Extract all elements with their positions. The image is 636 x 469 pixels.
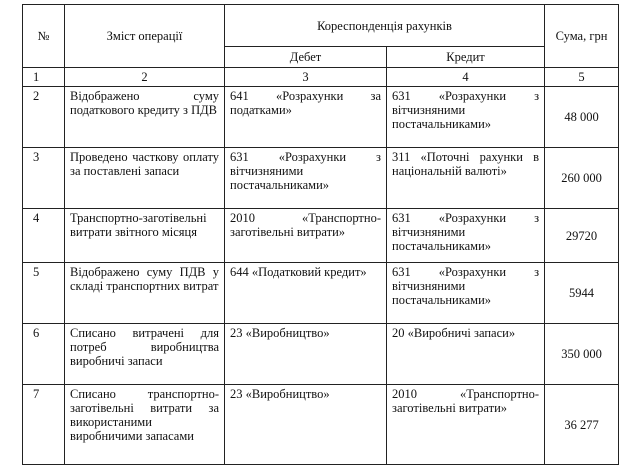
amount-value: 36 277 (545, 385, 619, 465)
operation-content: Списано транспортно-заготівельні витрати за використаними виробничими запасами (65, 385, 225, 465)
column-number: 2 (65, 68, 225, 87)
amount-value: 29720 (545, 208, 619, 263)
header-correspondence: Кореспонденція рахунків (225, 5, 545, 47)
amount-value: 350 000 (545, 324, 619, 385)
debit-account: 644 «Податковий кредит» (225, 263, 387, 324)
operations-table (22, 4, 619, 465)
header-row (23, 5, 619, 47)
column-number: 1 (23, 68, 65, 87)
credit-account: 311 «Поточні рахунки в національній валюті» (387, 147, 545, 208)
table-row (23, 208, 619, 263)
row-number: 6 (23, 324, 65, 385)
table-row (23, 263, 619, 324)
row-number: 2 (23, 87, 65, 148)
table-row (23, 147, 619, 208)
header-debit: Дебет (225, 47, 387, 68)
credit-account: 631 «Розрахунки з вітчизняними постачальниками» (387, 263, 545, 324)
debit-account: 2010 «Транспортно-заготівельні витрати» (225, 208, 387, 263)
operation-content: Відображено суму ПДВ у складі транспортних витрат (65, 263, 225, 324)
header-credit: Кредит (387, 47, 545, 68)
credit-account: 631 «Розрахунки з вітчизняними постачальниками» (387, 87, 545, 148)
column-number: 5 (545, 68, 619, 87)
amount-value: 5944 (545, 263, 619, 324)
operation-content: Списано витрачені для потреб виробництва виробничі запаси (65, 324, 225, 385)
credit-account: 2010 «Транспортно-заготівельні витрати» (387, 385, 545, 465)
operation-content: Транспортно-заготівельні витрати звітного місяця (65, 208, 225, 263)
column-number: 4 (387, 68, 545, 87)
credit-account: 20 «Виробничі запаси» (387, 324, 545, 385)
header-content: Зміст операції (65, 5, 225, 68)
credit-account: 631 «Розрахунки з вітчизняними постачальниками» (387, 208, 545, 263)
row-number: 3 (23, 147, 65, 208)
column-number-row (23, 68, 619, 87)
row-number: 7 (23, 385, 65, 465)
operation-content: Проведено часткову оплату за поставлені запаси (65, 147, 225, 208)
row-number: 4 (23, 208, 65, 263)
amount-value: 48 000 (545, 87, 619, 148)
debit-account: 641 «Розрахунки за податками» (225, 87, 387, 148)
debit-account: 23 «Виробництво» (225, 385, 387, 465)
amount-value: 260 000 (545, 147, 619, 208)
operation-content: Відображено суму податкового кредиту з ПДВ (65, 87, 225, 148)
header-number: № (23, 5, 65, 68)
table-row (23, 385, 619, 465)
table-row (23, 87, 619, 148)
column-number: 3 (225, 68, 387, 87)
row-number: 5 (23, 263, 65, 324)
table-row (23, 324, 619, 385)
debit-account: 23 «Виробництво» (225, 324, 387, 385)
header-amount: Сума, грн (545, 5, 619, 68)
debit-account: 631 «Розрахунки з вітчизняними постачальниками» (225, 147, 387, 208)
